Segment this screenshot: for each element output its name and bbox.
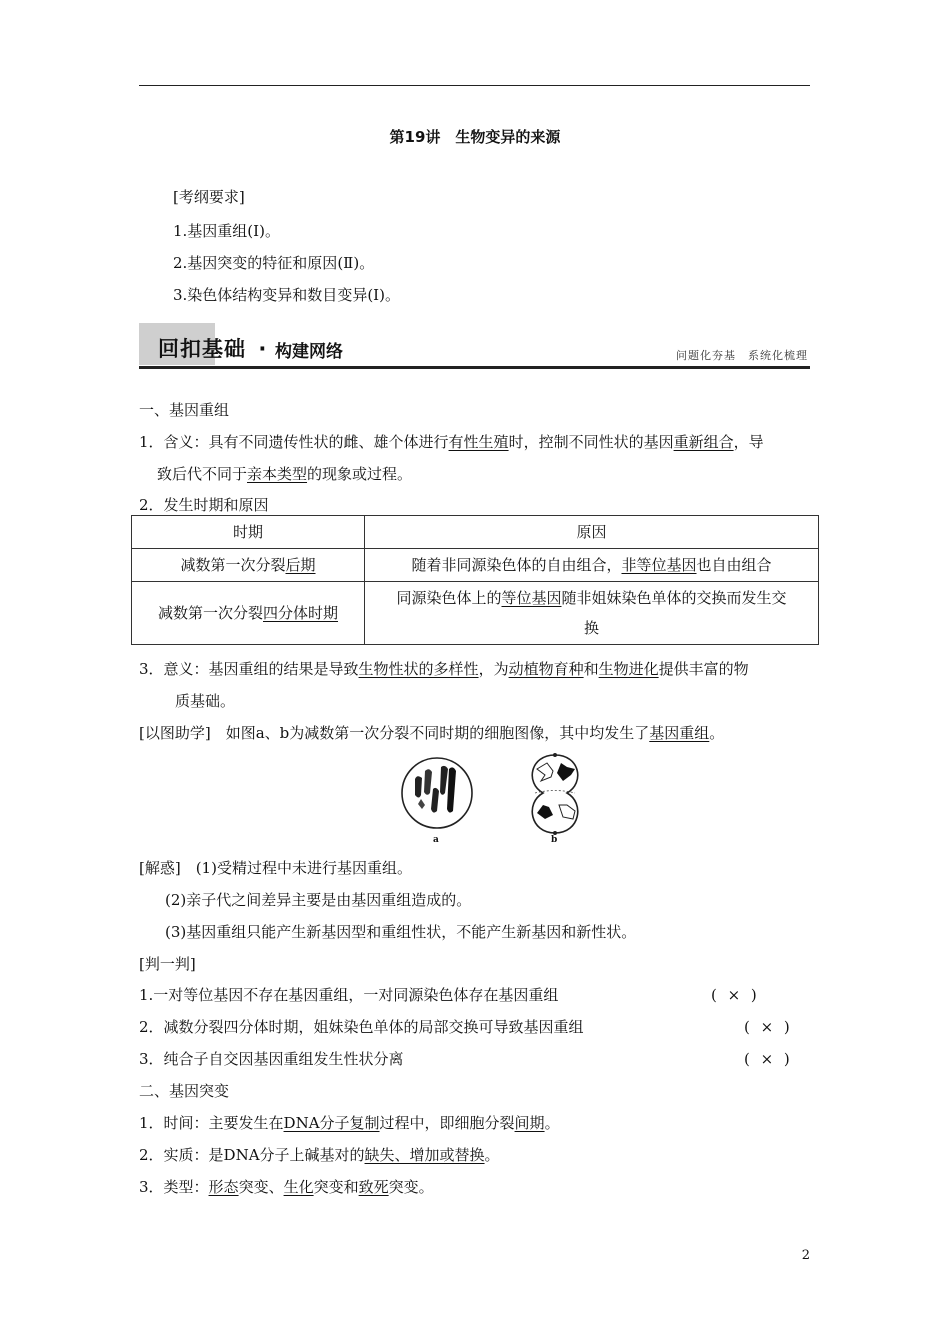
blank-answer: 生化 (283, 1178, 314, 1196)
text: 。 (709, 724, 725, 742)
text: 同源染色体上的 (396, 589, 502, 607)
blank-answer: 重新组合 (673, 433, 734, 451)
cell-b-diagram (532, 753, 578, 835)
subheading: 2．发生时期和原因 (139, 496, 269, 514)
text: 过程中，即细胞分裂 (379, 1114, 515, 1132)
text: 2．实质：是DNA分子上碱基对的 (139, 1146, 365, 1164)
text: 3．类型： (139, 1178, 209, 1196)
banner-dot: · (258, 337, 268, 361)
figure-label-b: b (551, 835, 558, 845)
blank-answer: 间期 (514, 1114, 545, 1132)
mutation-time-line (139, 1112, 560, 1134)
figure-caption (139, 722, 724, 744)
text: 时，控制不同性状的基因 (508, 433, 674, 451)
blank-answer: 形态 (208, 1178, 239, 1196)
text: 突变、 (238, 1178, 284, 1196)
blank-answer: 生物性状的多样性 (358, 660, 479, 678)
text: 。 (484, 1146, 500, 1164)
cell-division-figure (395, 745, 595, 845)
table-cell-period (132, 582, 365, 645)
text: 的现象或过程。 (307, 465, 413, 483)
text: 随非姐妹染色单体的交换而发生交 (561, 589, 787, 607)
banner-tagline: 问题化夯基 系统化梳理 (676, 349, 808, 362)
section-heading: 一、基因重组 (139, 401, 230, 419)
requirement-item: 1.基因重组(Ⅰ)。 (173, 222, 280, 240)
requirement-item: 2.基因突变的特征和原因(Ⅱ)。 (173, 254, 375, 272)
text: ，为 (478, 660, 509, 678)
puzzle-line: [解惑] (1)受精过程中未进行基因重组。 (139, 859, 412, 877)
cross-mark: × (727, 986, 741, 1004)
puzzle-line: (3)基因重组只能产生新基因型和重组性状，不能产生新基因和新性状。 (165, 923, 637, 941)
cell-a-diagram (402, 758, 472, 828)
text: 随着非同源染色体的自由组合， (411, 556, 622, 574)
judge-answer: ( × ) (711, 986, 757, 1004)
blank-answer: 后期 (285, 556, 316, 574)
text: ，导 (733, 433, 764, 451)
blank-answer: 生物进化 (598, 660, 659, 678)
text: 和 (583, 660, 599, 678)
cross-mark: × (760, 1050, 774, 1068)
blank-answer: 亲本类型 (247, 465, 308, 483)
judge-answer: ( × ) (744, 1018, 790, 1036)
table-header-cause: 原因 (365, 516, 819, 549)
figure-label-a: a (433, 835, 439, 845)
text: [以图助学] 如图a、b为减数第一次分裂不同时期的细胞图像，其中均发生了 (139, 724, 650, 742)
definition-line (139, 431, 764, 453)
text: 减数第一次分裂 (180, 556, 286, 574)
banner-rule (139, 366, 810, 369)
text: 致后代不同于 (157, 465, 248, 483)
cross-mark: × (760, 1018, 774, 1036)
blank-answer: 缺失、增加或替换 (364, 1146, 485, 1164)
blank-answer: 非等位基因 (621, 556, 697, 574)
banner-subtitle: 构建网络 (275, 342, 343, 362)
mutation-essence-line (139, 1144, 500, 1166)
blank-answer: 动植物育种 (508, 660, 584, 678)
text: 。 (544, 1114, 560, 1132)
blank-answer: 致死 (358, 1178, 389, 1196)
text: 换 (583, 619, 599, 637)
banner-title (158, 333, 271, 363)
meaning-line (139, 658, 749, 680)
recombination-table (131, 515, 819, 645)
judge-item: 1.一对等位基因不存在基因重组，一对同源染色体存在基因重组 (139, 986, 559, 1004)
text: 突变。 (388, 1178, 434, 1196)
text: 3．意义：基因重组的结果是导致 (139, 660, 359, 678)
blank-answer: 等位基因 (501, 589, 562, 607)
text: 1．含义：具有不同遗传性状的雌、雄个体进行 (139, 433, 449, 451)
requirement-item: 3.染色体结构变异和数目变异(Ⅰ)。 (173, 286, 400, 304)
puzzle-line: (2)亲子代之间差异主要是由基因重组造成的。 (165, 891, 472, 909)
meaning-line-2: 质基础。 (175, 692, 236, 710)
section-heading: 二、基因突变 (139, 1082, 230, 1100)
page-title: 第19讲 生物变异的来源 (389, 128, 561, 146)
requirements-heading: [考纲要求] (173, 188, 245, 206)
judge-answer: ( × ) (744, 1050, 790, 1068)
blank-answer: 有性生殖 (448, 433, 509, 451)
blank-answer: DNA分子复制 (283, 1114, 380, 1132)
judge-item: 2．减数分裂四分体时期，姐妹染色单体的局部交换可导致基因重组 (139, 1018, 584, 1036)
judge-heading: [判一判] (139, 955, 196, 973)
mutation-type-line (139, 1176, 434, 1198)
blank-answer: 四分体时期 (263, 604, 339, 622)
text: 提供丰富的物 (658, 660, 749, 678)
header-rule (139, 85, 810, 86)
blank-answer: 基因重组 (649, 724, 710, 742)
table-cell-cause (365, 582, 819, 645)
banner-main-text: 回扣基础 (158, 337, 246, 361)
judge-item: 3．纯合子自交因基因重组发生性状分离 (139, 1050, 404, 1068)
table-cell-cause (365, 549, 819, 582)
table-cell-period (132, 549, 365, 582)
table-header-period: 时期 (132, 516, 365, 549)
text: 减数第一次分裂 (157, 604, 263, 622)
text: 1．时间：主要发生在 (139, 1114, 284, 1132)
text: 突变和 (313, 1178, 359, 1196)
page-number: 2 (801, 1248, 810, 1263)
definition-line-2 (157, 463, 412, 485)
text: 也自由组合 (696, 556, 772, 574)
